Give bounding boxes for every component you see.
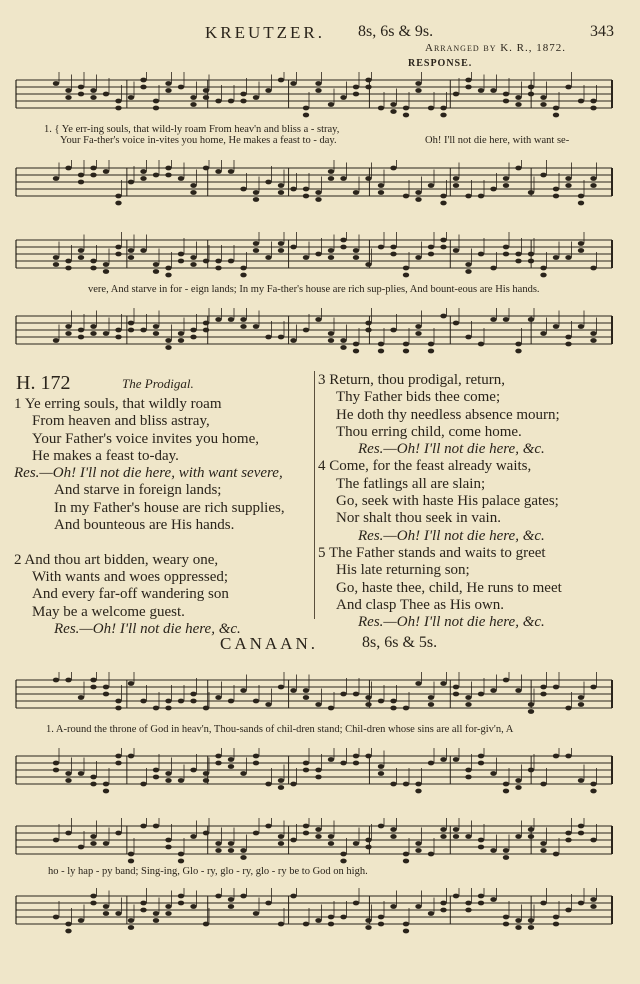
hymn-line: He makes a feast to-day. (32, 447, 179, 464)
hymn-line: And every far-off wandering son (32, 586, 229, 603)
music-staff-system-1-treble (0, 72, 640, 122)
music-staff-system-4-bass (0, 888, 640, 948)
hymn-line: 2 And thou art bidden, weary one, (14, 551, 219, 568)
hymn-line: 3 Return, thou prodigal, return, (318, 372, 506, 388)
music-staff-system-3-treble (0, 672, 640, 724)
hymn-line: Res.—Oh! I'll not die here, &c. (358, 527, 545, 544)
canaan-lyric-line-2: ho - ly hap - py band; Sing-ing, Glo - ry, glo - ry, glo - ry be to God on high. (48, 866, 368, 877)
hymn-line (14, 534, 310, 551)
music-staff-system-2-bass (0, 308, 640, 363)
hymn-title: The Prodigal. (122, 376, 194, 391)
response-label: RESPONSE. (408, 58, 473, 69)
hymn-line: 4 Come, for the feast already waits, (318, 458, 532, 475)
hymn-line: May be a welcome guest. (32, 603, 185, 620)
hymn-line: Nor shalt thou seek in vain. (336, 510, 501, 527)
hymn-line: And starve in foreign lands; (54, 482, 222, 499)
canaan-lyric-line-1: 1. A-round the throne of God in heav'n, Thou-sands of chil-dren stand; Chil-dren whose sins are all for-giv'n, A (46, 724, 514, 735)
hymn-line: Go, seek with haste His palace gates; (336, 493, 559, 510)
hymn-right-column (318, 372, 634, 631)
arranger-credit: Arranged by K. R., 1872. (425, 42, 567, 54)
hymn-line: And clasp Thee as His own. (336, 596, 505, 613)
hymn-line: Res.—Oh! I'll not die here, &c. (54, 620, 241, 637)
system-1-lyric-line-b: Your Fa-ther's voice in-vites you home, He makes a feast to - day. (60, 135, 337, 146)
system-1-lyric-line-a: 1. { Ye err-ing souls, that wild-ly roam From heav'n and bliss a - stray, (44, 124, 340, 135)
hymn-line: Res.—Oh! I'll not die here, &c. (358, 441, 545, 458)
music-staff-system-1-bass (0, 160, 640, 215)
hymn-line: The fatlings all are slain; (336, 475, 486, 492)
tune-title: KREUTZER. (205, 23, 326, 42)
canaan-title: CANAAN. (220, 634, 318, 653)
hymn-line: 5 The Father stands and waits to greet (318, 544, 546, 561)
hymn-line: Thy Father bids thee come; (336, 389, 501, 406)
system-2-lyric-line: vere, And starve in for - eign lands; In my Fa-ther's house are rich sup-plies, And bount-eous are His hands. (88, 284, 540, 295)
hymn-line: He doth thy needless absence mourn; (336, 406, 560, 423)
hymn-line: And bounteous are His hands. (54, 517, 235, 534)
canaan-meter: 8s, 6s & 5s. (362, 634, 438, 651)
hymn-line: From heaven and bliss astray, (32, 413, 210, 430)
music-staff-system-3-bass (0, 748, 640, 803)
hymn-line: 1 Ye erring souls, that wildly roam (14, 396, 222, 412)
page-number: 343 (590, 23, 614, 40)
hymn-line: In my Father's house are rich supplies, (54, 499, 285, 516)
hymn-line: Go, haste thee, child, He runs to meet (336, 579, 562, 596)
system-1-lyric-response: Oh! I'll not die here, with want se- (425, 135, 570, 146)
hymn-line: His late returning son; (336, 562, 470, 579)
hymn-number: H. 172 (16, 372, 71, 394)
hymn-line: Res.—Oh! I'll not die here, with want severe, (14, 465, 283, 482)
hymn-line: Thou erring child, come home. (336, 423, 522, 440)
column-divider (314, 371, 315, 619)
music-staff-system-2-treble (0, 232, 640, 282)
hymn-line: Your Father's voice invites you home, (32, 430, 259, 447)
hymn-line: Res.—Oh! I'll not die here, &c. (358, 614, 545, 631)
hymn-left-column (14, 396, 310, 638)
hymn-line: With wants and woes oppressed; (32, 568, 229, 585)
tune-meter: 8s, 6s & 9s. (358, 23, 434, 40)
music-staff-system-4-treble (0, 818, 640, 868)
